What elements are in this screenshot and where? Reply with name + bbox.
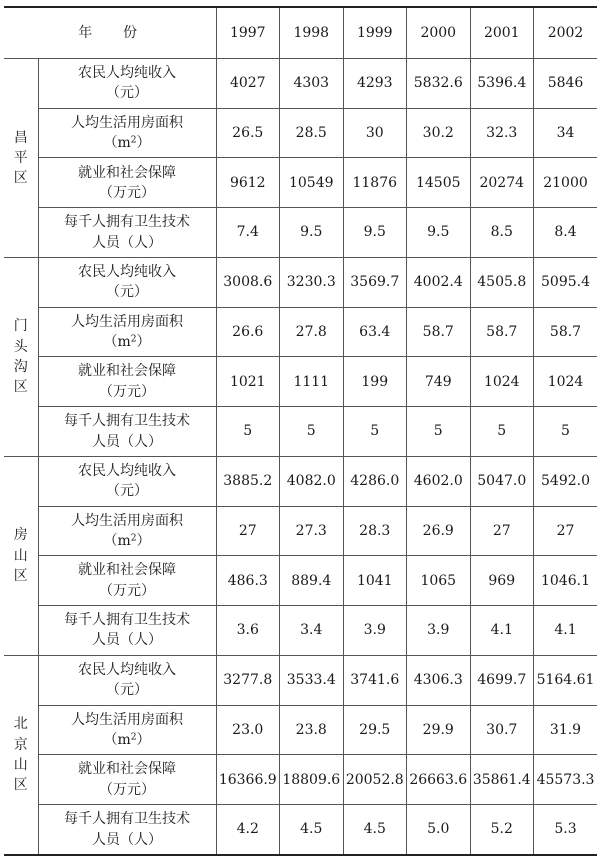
region-cell — [4, 456, 38, 655]
item-unit — [39, 332, 216, 352]
item-label: 每千人拥有卫生技术 — [64, 413, 190, 430]
region-char: 平 — [13, 149, 28, 166]
item-label-cell — [38, 655, 216, 705]
value-cell: 20052.8 — [343, 755, 407, 805]
unit-part: ） — [136, 731, 151, 748]
year-header: 1998 — [280, 7, 344, 59]
item-label: 人均生活用房面积 — [71, 313, 183, 330]
value-cell: 58.7 — [407, 307, 471, 357]
unit-part: （m — [103, 135, 131, 152]
item-label-cell — [38, 59, 216, 109]
item-label: 农民人均纯收入 — [78, 65, 176, 82]
region-char: 门 — [13, 318, 28, 335]
table-row — [4, 407, 597, 457]
value-cell: 29.9 — [407, 705, 471, 755]
year-header: 2002 — [534, 7, 598, 59]
item-label-cell — [38, 805, 216, 855]
item-label: 农民人均纯收入 — [78, 661, 176, 678]
value-cell: 4293 — [343, 59, 407, 109]
unit-part: ） — [136, 135, 151, 152]
value-cell: 23.0 — [216, 705, 280, 755]
value-cell: 5492.0 — [534, 456, 598, 506]
region-cell — [4, 257, 38, 456]
value-cell: 26.5 — [216, 108, 280, 158]
region-char: 区 — [13, 379, 28, 396]
value-cell: 27.3 — [280, 506, 344, 556]
item-label: 就业和社会保障 — [78, 164, 176, 181]
item-label: 就业和社会保障 — [78, 761, 176, 778]
region-char: 山 — [13, 756, 28, 773]
value-cell: 29.5 — [343, 705, 407, 755]
item-unit: （万元） — [99, 184, 155, 201]
region-char: 区 — [13, 170, 28, 187]
unit-part: ） — [136, 532, 151, 549]
value-cell: 34 — [534, 108, 598, 158]
item-unit: （万元） — [99, 582, 155, 599]
value-cell: 30.2 — [407, 108, 471, 158]
unit-superscript: 2 — [130, 334, 137, 345]
region-char: 山 — [13, 547, 28, 564]
item-label: 就业和社会保障 — [78, 363, 176, 380]
value-cell: 1041 — [343, 556, 407, 606]
year-header: 1999 — [343, 7, 407, 59]
value-cell: 5.0 — [407, 805, 471, 855]
value-cell: 21000 — [534, 158, 598, 208]
year-header: 1997 — [216, 7, 280, 59]
value-cell: 27.8 — [280, 307, 344, 357]
value-cell: 26.9 — [407, 506, 471, 556]
value-cell: 4002.4 — [407, 257, 471, 307]
value-cell: 3885.2 — [216, 456, 280, 506]
value-cell: 28.5 — [280, 108, 344, 158]
value-cell: 27 — [534, 506, 598, 556]
value-cell: 8.5 — [470, 208, 534, 258]
table-row — [4, 556, 597, 606]
value-cell: 5164.61 — [534, 655, 598, 705]
region-char: 头 — [13, 338, 28, 355]
statistics-table — [4, 6, 597, 856]
value-cell: 5396.4 — [470, 59, 534, 109]
value-cell: 18809.6 — [280, 755, 344, 805]
value-cell: 4.2 — [216, 805, 280, 855]
value-cell: 749 — [407, 357, 471, 407]
value-cell: 4303 — [280, 59, 344, 109]
value-cell: 10549 — [280, 158, 344, 208]
region-char: 沟 — [13, 358, 28, 375]
region-char: 区 — [13, 567, 28, 584]
table-row — [4, 655, 597, 705]
table-row — [4, 805, 597, 855]
value-cell: 30.7 — [470, 705, 534, 755]
value-cell: 1021 — [216, 357, 280, 407]
value-cell: 4.1 — [534, 606, 598, 656]
item-unit — [39, 133, 216, 153]
value-cell: 5832.6 — [407, 59, 471, 109]
value-cell: 969 — [470, 556, 534, 606]
value-cell: 5 — [343, 407, 407, 457]
year-label: 年 份 — [78, 24, 146, 41]
value-cell: 3008.6 — [216, 257, 280, 307]
item-unit: （元） — [106, 85, 148, 102]
value-cell: 58.7 — [470, 307, 534, 357]
item-label-cell — [38, 705, 216, 755]
value-cell: 5.3 — [534, 805, 598, 855]
value-cell: 5846 — [534, 59, 598, 109]
item-unit: （元） — [106, 284, 148, 301]
item-label: 就业和社会保障 — [78, 562, 176, 579]
item-unit: 人员（人） — [92, 234, 162, 251]
value-cell: 889.4 — [280, 556, 344, 606]
item-label-cell — [38, 506, 216, 556]
table-row — [4, 456, 597, 506]
value-cell: 5.2 — [470, 805, 534, 855]
item-label-cell — [38, 606, 216, 656]
value-cell: 1024 — [534, 357, 598, 407]
item-label: 农民人均纯收入 — [78, 264, 176, 280]
unit-superscript: 2 — [130, 732, 137, 743]
value-cell: 8.4 — [534, 208, 598, 258]
value-cell: 1065 — [407, 556, 471, 606]
value-cell: 9.5 — [280, 208, 344, 258]
value-cell: 26663.6 — [407, 755, 471, 805]
value-cell: 3.6 — [216, 606, 280, 656]
value-cell: 35861.4 — [470, 755, 534, 805]
item-unit: （万元） — [99, 781, 155, 798]
item-label-cell — [38, 755, 216, 805]
value-cell: 5 — [470, 407, 534, 457]
value-cell: 30 — [343, 108, 407, 158]
unit-part: （m — [103, 532, 131, 549]
value-cell: 4286.0 — [343, 456, 407, 506]
item-unit: （元） — [106, 682, 148, 699]
value-cell: 20274 — [470, 158, 534, 208]
item-label-cell — [38, 108, 216, 158]
item-unit: 人员（人） — [92, 831, 162, 848]
header-row — [4, 7, 597, 59]
value-cell: 1111 — [280, 357, 344, 407]
table-row — [4, 357, 597, 407]
value-cell: 3.4 — [280, 606, 344, 656]
year-header: 2001 — [470, 7, 534, 59]
table-row — [4, 307, 597, 357]
region-char: 区 — [13, 777, 28, 794]
item-label-cell — [38, 257, 216, 307]
table-row — [4, 59, 597, 109]
unit-part: ） — [136, 334, 151, 351]
value-cell: 4.5 — [343, 805, 407, 855]
value-cell: 5 — [534, 407, 598, 457]
table-row — [4, 506, 597, 556]
value-cell: 9612 — [216, 158, 280, 208]
value-cell: 58.7 — [534, 307, 598, 357]
value-cell: 199 — [343, 357, 407, 407]
table-row — [4, 606, 597, 656]
item-label: 人均生活用房面积 — [71, 114, 183, 131]
value-cell: 3533.4 — [280, 655, 344, 705]
item-label-cell — [38, 307, 216, 357]
value-cell: 4082.0 — [280, 456, 344, 506]
value-cell: 1024 — [470, 357, 534, 407]
value-cell: 3.9 — [343, 606, 407, 656]
table-row — [4, 108, 597, 158]
value-cell: 4.5 — [280, 805, 344, 855]
value-cell: 3230.3 — [280, 257, 344, 307]
item-label: 人均生活用房面积 — [71, 512, 183, 529]
region-char: 京 — [13, 736, 28, 753]
region-char: 房 — [13, 527, 28, 544]
value-cell: 28.3 — [343, 506, 407, 556]
item-label: 每千人拥有卫生技术 — [64, 612, 190, 629]
unit-superscript: 2 — [130, 135, 137, 146]
value-cell: 27 — [216, 506, 280, 556]
value-cell: 14505 — [407, 158, 471, 208]
year-header: 2000 — [407, 7, 471, 59]
value-cell: 3.9 — [407, 606, 471, 656]
value-cell: 5095.4 — [534, 257, 598, 307]
item-label-cell — [38, 556, 216, 606]
value-cell: 23.8 — [280, 705, 344, 755]
value-cell: 3569.7 — [343, 257, 407, 307]
value-cell: 16366.9 — [216, 755, 280, 805]
value-cell: 27 — [470, 506, 534, 556]
item-label-cell — [38, 158, 216, 208]
item-label-cell — [38, 407, 216, 457]
value-cell: 9.5 — [343, 208, 407, 258]
region-cell — [4, 59, 38, 258]
unit-superscript: 2 — [130, 533, 137, 544]
value-cell: 486.3 — [216, 556, 280, 606]
value-cell: 4027 — [216, 59, 280, 109]
value-cell: 5 — [407, 407, 471, 457]
region-cell — [4, 655, 38, 855]
table-body — [4, 59, 597, 856]
unit-part: （m — [103, 334, 131, 351]
value-cell: 5 — [280, 407, 344, 457]
table-row — [4, 705, 597, 755]
value-cell: 4505.8 — [470, 257, 534, 307]
value-cell: 3741.6 — [343, 655, 407, 705]
item-unit — [39, 531, 216, 551]
region-char: 北 — [13, 716, 28, 733]
value-cell: 63.4 — [343, 307, 407, 357]
value-cell: 5047.0 — [470, 456, 534, 506]
value-cell: 26.6 — [216, 307, 280, 357]
value-cell: 5 — [216, 407, 280, 457]
value-cell: 4602.0 — [407, 456, 471, 506]
value-cell: 31.9 — [534, 705, 598, 755]
item-label: 每千人拥有卫生技术 — [64, 811, 190, 828]
year-label-cell — [4, 7, 216, 59]
value-cell: 4306.3 — [407, 655, 471, 705]
item-label-cell — [38, 456, 216, 506]
value-cell: 3277.8 — [216, 655, 280, 705]
table-row — [4, 158, 597, 208]
item-unit — [39, 730, 216, 750]
item-unit: （元） — [106, 483, 148, 500]
item-label: 每千人拥有卫生技术 — [64, 214, 190, 231]
item-label: 农民人均纯收入 — [78, 462, 176, 479]
table-row — [4, 208, 597, 258]
unit-part: （m — [103, 731, 131, 748]
value-cell: 4.1 — [470, 606, 534, 656]
value-cell: 7.4 — [216, 208, 280, 258]
value-cell: 11876 — [343, 158, 407, 208]
value-cell: 1046.1 — [534, 556, 598, 606]
value-cell: 32.3 — [470, 108, 534, 158]
region-char: 昌 — [13, 129, 28, 146]
value-cell: 4699.7 — [470, 655, 534, 705]
value-cell: 45573.3 — [534, 755, 598, 805]
item-unit: （万元） — [99, 383, 155, 400]
item-label: 人均生活用房面积 — [71, 711, 183, 728]
table-row — [4, 755, 597, 805]
item-label-cell — [38, 208, 216, 258]
value-cell: 9.5 — [407, 208, 471, 258]
item-unit: 人员（人） — [92, 632, 162, 649]
item-unit: 人员（人） — [92, 433, 162, 450]
table-row — [4, 257, 597, 307]
item-label-cell — [38, 357, 216, 407]
